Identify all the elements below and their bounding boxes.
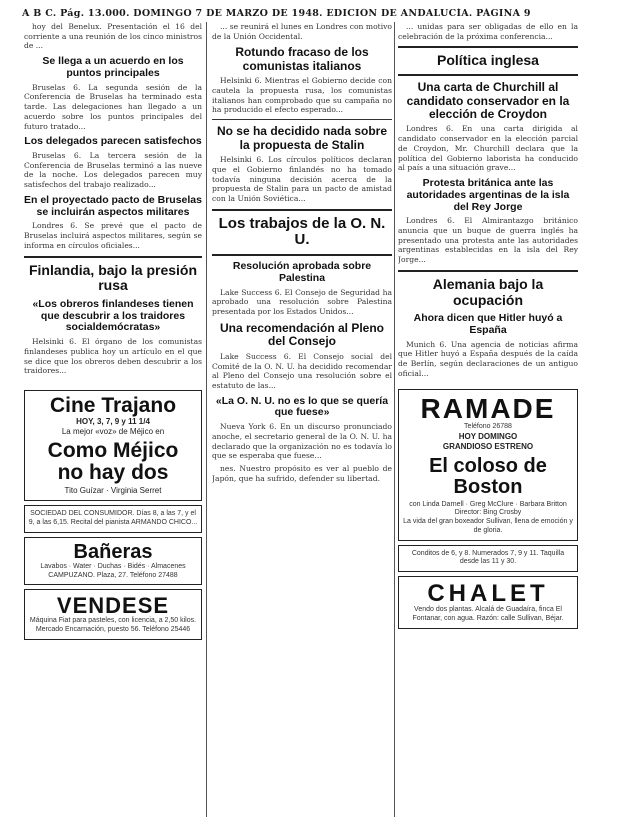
headline: Una carta de Churchill al candidato conservador en la elección de Croydon	[406, 80, 570, 121]
divider	[212, 254, 392, 256]
ad-cast: con Linda Darnell · Greg McClure · Barbara Britton	[409, 500, 567, 508]
ad-cinema-name: RAMADE	[420, 392, 556, 424]
article-text: Helsinki 6. Mientras el Gobierno decide con cautela la propuesta rusa, los comunistas italianos han comprobado que su campaña no ha producido el efecto esperado...	[212, 76, 392, 115]
article-text: Bruselas 6. La segunda sesión de la Conferencia de Bruselas ha terminado esta tarde. Las delegaciones han llegado a un acuerdo sobre los puntos principales del futuro tratado...	[24, 82, 202, 131]
ad-text: Lavabos · Water · Duchas · Bidés · Almacenes CAMPUZANO. Plaza, 27. Teléfono 27488	[40, 562, 186, 579]
ad-film-title-1: Como Méjico	[47, 438, 179, 462]
section-headline: Los trabajos de la O. N. U.	[218, 214, 386, 249]
article-text: Lake Success 6. El Consejo de Seguridad ha aprobado una resolución sobre Palestina presentada por los Estados Unidos...	[212, 287, 392, 317]
divider	[24, 256, 202, 258]
divider	[398, 46, 578, 48]
cinema-ad-trajano	[24, 390, 202, 501]
article-text: ... se reunirá el lunes en Londres con motivo de la Unión Occidental.	[212, 22, 392, 41]
section-headline: Política inglesa	[437, 52, 539, 69]
column-2	[212, 22, 392, 822]
divider	[212, 209, 392, 211]
article-text: Londres 6. En una carta dirigida al candidato conservador en la elección parcial de Croydon, Mr. Churchill declara que la política del Gobierno laborista ha conducido al país a una situación grave...	[398, 124, 578, 173]
ad-cinema-name: Cine Trajano	[49, 394, 177, 417]
ad-premiere: GRANDIOSO ESTRENO	[442, 442, 534, 452]
column-3	[398, 22, 578, 822]
headline: Ahora dicen que Hitler huyó a España	[413, 312, 563, 336]
article-text: Helsinki 6. Los círculos políticos declaran que el Gobierno finlandés no ha tomado todavía ninguna decisión acerca de la propuesta de Stalin para un pacto de amistad con la Unión Soviética...	[212, 155, 392, 203]
ad-cast: Tito Guízar · Virginia Serret	[64, 485, 162, 495]
ad-text: Vendo dos plantas. Alcalá de Guadaíra, finca El Fontanar, con agua. Razón: calle Sullivan, Béjar.	[412, 606, 564, 622]
headline: En el proyectado pacto de Bruselas se incluirán aspectos militares	[24, 193, 202, 218]
headline: Rotundo fracaso de los comunistas italianos	[235, 45, 369, 73]
cinema-ad-ramade	[398, 389, 578, 541]
ad-title: Bañeras	[73, 540, 153, 563]
headline: Una recomendación al Pleno del Consejo	[219, 320, 385, 349]
divider	[212, 119, 392, 120]
section-headline: Finlandia, bajo la presión rusa	[28, 261, 198, 294]
article-text: ... unidas para ser obligadas de ello en la celebración de la próxima conferencia...	[398, 22, 578, 41]
article-text: Munich 6. Una agencia de noticias afirma que Hitler huyó a España después de la caída de Berlín, según declaraciones de un antiguo oficial...	[398, 339, 578, 378]
ad-phone: Teléfono 26788	[464, 422, 512, 430]
article-text: Londres 6. El Almirantazgo británico anuncia que un buque de guerra inglés ha presentado una protesta ante las autoridades argentinas establecidas en la isla del Rey Jorge...	[398, 216, 578, 265]
section-headline: Alemania bajo la ocupación	[432, 275, 544, 308]
running-head: A B C. Pág. 13.000. DOMINGO 7 DE MARZO DE 1948. EDICIÓN DE ANDALUCÍA. PÁGINA 9	[22, 8, 531, 19]
for-sale-ad	[24, 589, 202, 640]
ad-line: La mejor «voz» de Méjico en	[61, 427, 165, 437]
article-text: Nueva York 6. En un discurso pronunciado anoche, el secretario general de la O. N. U. ha declarado que la organización no es todavía lo que se esperaba que fuese...	[212, 422, 392, 461]
headline: «Los obreros finlandeses tienen que descubrir a los traidores socialdemócratas»	[32, 297, 194, 334]
headline: Protesta británica ante las autoridades argentinas de la isla del Rey Jorge	[406, 177, 570, 213]
chalet-ad	[398, 576, 578, 629]
concert-ad	[24, 505, 202, 533]
ad-today: HOY DOMINGO	[458, 431, 518, 441]
article-text: hoy del Benelux. Presentación el 16 del corriente a una reunión de los cinco ministros de ...	[24, 22, 202, 51]
column-1	[24, 22, 202, 822]
ad-times: HOY, 3, 7, 9 y 11 1/4	[76, 417, 150, 427]
ad-director: Director: Bing Crosby	[454, 509, 522, 517]
article-text: nes. Nuestro propósito es ver al pueblo de Japón, que ha sufrido, defender su libertad.	[212, 464, 392, 483]
ad-title: CHALET	[427, 580, 549, 607]
showtimes-ad	[398, 545, 578, 573]
bathtubs-ad	[24, 537, 202, 586]
ad-text: Máquina Fiat para pasteles, con licencia, a 2,50 kilos. Mercado Encarnación, puesto 56. Teléfono 25446	[29, 617, 197, 634]
ad-title: VENDESE	[56, 593, 170, 619]
ad-text: Conditos de 6, y 8. Numerados 7, 9 y 11. Taquilla desde las 11 y 30.	[411, 549, 565, 566]
article-text: Bruselas 6. La tercera sesión de la Conferencia de Bruselas terminó a las nueve de la noche. Los delegados parecen muy satisfechos del trabajo realizado...	[24, 151, 202, 190]
headline: No se ha decidido nada sobre la propuesta de Stalin	[216, 124, 388, 152]
ad-text: SOCIEDAD DEL CONSUMIDOR. Días 8, a las 7, y el 9, a las 6,15. Recital del pianista ARMANDO CHICO...	[28, 510, 198, 527]
article-text: Londres 6. Se prevé que el pacto de Bruselas incluirá aspectos militares, según se informa en círculos oficiales...	[24, 221, 202, 250]
headline: Resolución aprobada sobre Palestina	[232, 260, 372, 284]
headline: «La O. N. U. no es lo que se quería que fuese»	[215, 394, 389, 419]
ad-film-title: El coloso de Boston	[429, 454, 547, 498]
column-rule	[206, 22, 207, 817]
divider	[398, 270, 578, 272]
headline: Los delegados parecen satisfechos	[24, 135, 202, 148]
ad-film-title-2: no hay dos	[57, 460, 169, 484]
ad-synopsis: La vida del gran boxeador Sullivan, llena de emoción y de gloria.	[403, 518, 573, 534]
article-text: Helsinki 6. El órgano de los comunistas finlandeses publica hoy un artículo en el que se dice que los obreros deben descubrir a los traidores...	[24, 337, 202, 376]
article-text: Lake Success 6. El Consejo social del Comité de la O. N. U. ha decidido recomendar al Pleno del Consejo una resolución sobre el estatuto de las...	[212, 351, 392, 390]
divider	[398, 74, 578, 76]
headline: Se llega a un acuerdo en los puntos principales	[42, 55, 184, 79]
column-rule	[394, 22, 395, 817]
